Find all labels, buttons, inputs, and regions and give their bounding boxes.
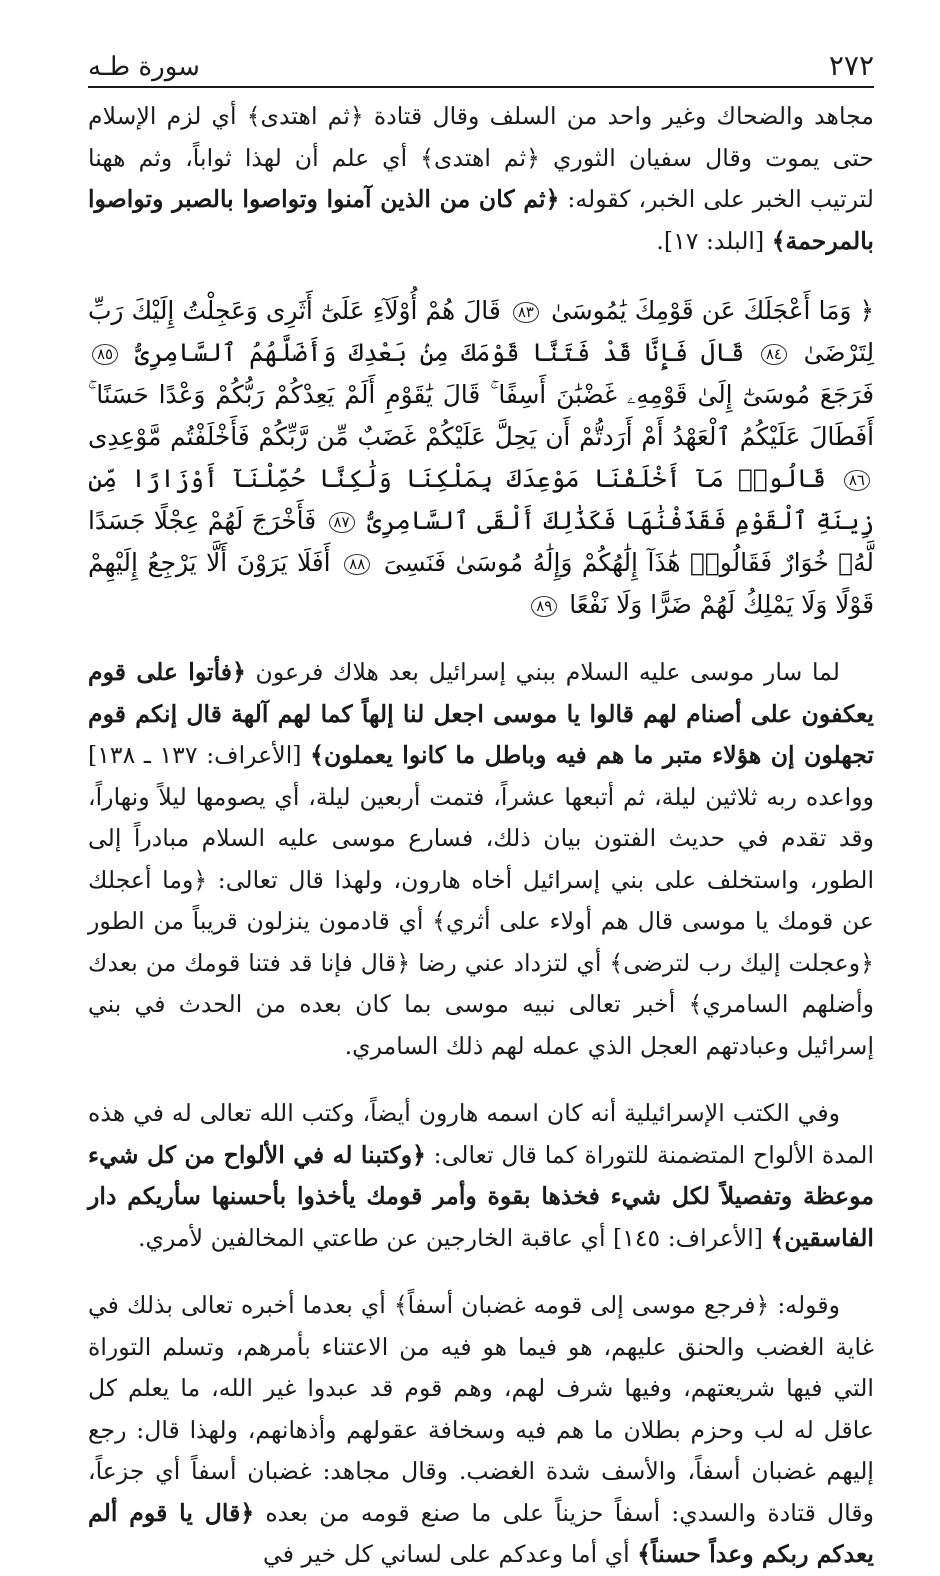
citation: [البلد: ١٧]. <box>656 226 772 255</box>
text: [الأعراف: ١٣٧ ـ ١٣٨] وواعده ربه ثلاثين ليلة، ثم أتبعها عشراً، فتمت أربعين ليلة، أي يصومها ليلاً ونهاراً، وقد تقدم في حديث الفتون بيان ذلك، فسارع موسى عليه السلام مبادراً إلى الطور، واستخلف على بني إسرائيل أخاه هارون، ولهذا قال تعالى: <box>88 741 875 894</box>
paragraph-1 <box>88 96 874 262</box>
text: أي لزم الإسلام حتى يموت وقال سفيان الثوري <box>88 102 875 172</box>
ayah-number-marker: ٨٥ <box>92 344 118 365</box>
quran-quote: ﴿قال يا قوم ألم يعدكم ربكم وعداً حسناً﴾ <box>88 1498 874 1568</box>
text: [الأعراف: ١٤٥] أي عاقبة الخارجين عن طاعتي المخالفين لأمري. <box>137 1223 771 1252</box>
verse-83: ﴿ وَمَا أَعْجَلَكَ عَن قَوْمِكَ يَٰمُوسَىٰ <box>551 296 875 325</box>
quote: ﴿قال فإنا قد فتنا قومك من بعدك وأضلهم السامري﴾ <box>88 948 874 1018</box>
text: أي بعدما أخبره تعالى بذلك في غاية الغضب والحنق عليهم، هو فيما هو فيه من الاعتناء بأمرهم، وتسلم التوراة التي فيها شريعتهم، وفيها شرف لهم، وهم قوم قد عبدوا غير الله، ما يعلم كل عاقل له لب وحزم بطلان ما هم فيه وسخافة عقولهم وأذهانهم، ولهذا قال: رجع إليهم غضبان أسفاً، والأسف شدة الغضب. وقال مجاهد: غضبان أسفاً أي جزعاً، وقال قتادة والسدي: أسفاً حزيناً على ما صنع قومه من بعده <box>88 1291 874 1527</box>
quran-quote: ﴿فأتوا على قوم يعكفون على أصنام لهم قالوا يا موسى اجعل لنا إلهاً كما لهم آلهة قال إنكم قوم تجهلون إن هؤلاء متبر ما هم فيه وباطل ما كانوا يعملون﴾ <box>88 658 874 769</box>
quote: ﴿ثم اهتدى﴾ <box>246 102 364 130</box>
text: أي قادمون ينزلون قريباً من الطور <box>88 907 433 935</box>
ayah-number-marker: ٨٤ <box>761 344 787 365</box>
text: وقوله: <box>769 1291 840 1319</box>
text: وفي الكتب الإسرائيلية أنه كان اسمه هارون أيضاً، وكتب الله تعالى له في هذه المدة الألواح المتضمنة للتوراة كما قال تعالى: <box>88 1099 875 1169</box>
page-number: ٢٧٢ <box>828 49 874 82</box>
text: لما سار موسى عليه السلام ببني إسرائيل بعد هلاك فرعون <box>245 658 840 686</box>
text: أي لتزداد عني رضا <box>410 948 610 977</box>
ayah-number-marker: ٨٨ <box>344 554 370 575</box>
verse-88: فَأَخْرَجَ لَهُمْ عِجْلًا جَسَدًا لَّهُۥ خُوَارٌ فَقَالُوا۟ هَٰذَآ إِلَٰهُكُمْ وَإِلَٰهُ مُوسَىٰ فَنَسِىَ <box>88 506 874 577</box>
text: أي علم أن لهذا ثواباً، وثم ههنا لترتيب الخبر على الخبر، كقوله: <box>88 143 874 213</box>
verse-86: فَرَجَعَ مُوسَىٰٓ إِلَىٰ قَوْمِهِۦ غَضْبَٰنَ أَسِفًا ۚ قَالَ يَٰقَوْمِ أَلَمْ يَعِدْكُمْ رَبُّكُمْ وَعْدًا حَسَنًا ۚ أَفَطَالَ عَلَيْكُمُ ٱلْعَهْدُ أَمْ أَرَدتُّمْ أَن يَحِلَّ عَلَيْكُمْ غَضَبٌ مِّن رَّبِّكُمْ فَأَخْلَفْتُم مَّوْعِدِى <box>88 380 874 451</box>
ayah-number-marker: ٨٧ <box>329 512 355 533</box>
paragraph-4 <box>88 1285 874 1576</box>
surah-title: سورة طـه <box>88 52 200 82</box>
verse-87: قَالُوا۟ مَآ أَخْلَفْنَا مَوْعِدَكَ بِمَلْكِنَا وَلَٰكِنَّا حُمِّلْنَآ أَوْزَارًا مِّن زِينَةِ ٱلْقَوْمِ فَقَذَفْنَٰهَا فَكَذَٰلِكَ أَلْقَى ٱلسَّامِرِىُّ <box>88 464 874 535</box>
quote: ﴿وعجلت إليك رب لترضى﴾ <box>609 948 874 977</box>
paragraph-2 <box>88 652 874 1067</box>
paragraph-gap <box>88 1067 874 1093</box>
text: أخبر تعالى نبيه موسى بما كان بعده من الحدث في بني إسرائيل وعبادتهم العجل الذي عمله لهم ذلك السامري. <box>88 990 874 1060</box>
text: مجاهد والضحاك وغير واحد من السلف وقال قتادة <box>363 102 874 130</box>
ayah-number-marker: ٨٣ <box>513 302 539 323</box>
page-body <box>88 96 874 1576</box>
page-header <box>88 44 874 88</box>
verse-85: قَالَ فَإِنَّا قَدْ فَتَنَّا قَوْمَكَ مِنۢ بَعْدِكَ وَأَضَلَّهُمُ ٱلسَّامِرِىُّ <box>134 338 745 367</box>
quran-verses-block <box>88 290 874 626</box>
quote: ﴿فرجع موسى إلى قومه غضبان أسفاً﴾ <box>393 1291 770 1319</box>
ayah-number-marker: ٨٩ <box>531 596 557 617</box>
quote: ﴿وما أعجلك عن قومك يا موسى قال هم أولاء على أثري﴾ <box>88 865 874 935</box>
paragraph-3 <box>88 1093 874 1259</box>
paragraph-gap <box>88 1259 874 1285</box>
verse-84: قَالَ هُمْ أُوْلَآءِ عَلَىٰٓ أَثَرِى وَعَجِلْتُ إِلَيْكَ رَبِّ لِتَرْضَىٰ <box>88 296 875 367</box>
quran-quote: ﴿ثم كان من الذين آمنوا وتواصوا بالصبر وتواصوا بالمرحمة﴾ <box>88 185 874 255</box>
ayah-number-marker: ٨٦ <box>844 470 870 491</box>
verse-89: أَفَلَا يَرَوْنَ أَلَّا يَرْجِعُ إِلَيْهِمْ قَوْلًا وَلَا يَمْلِكُ لَهُمْ ضَرًّا وَلَا نَفْعًا <box>88 548 874 619</box>
text: أي أما وعدكم على لساني كل خير في <box>263 1540 638 1568</box>
quran-quote: ﴿وكتبنا له في الألواح من كل شيء موعظة وتفصيلاً لكل شيء فخذها بقوة وأمر قومك يأخذوا بأحسنها سأريكم دار الفاسقين﴾ <box>88 1140 874 1252</box>
quote: ﴿ثم اهتدى﴾ <box>420 143 540 172</box>
